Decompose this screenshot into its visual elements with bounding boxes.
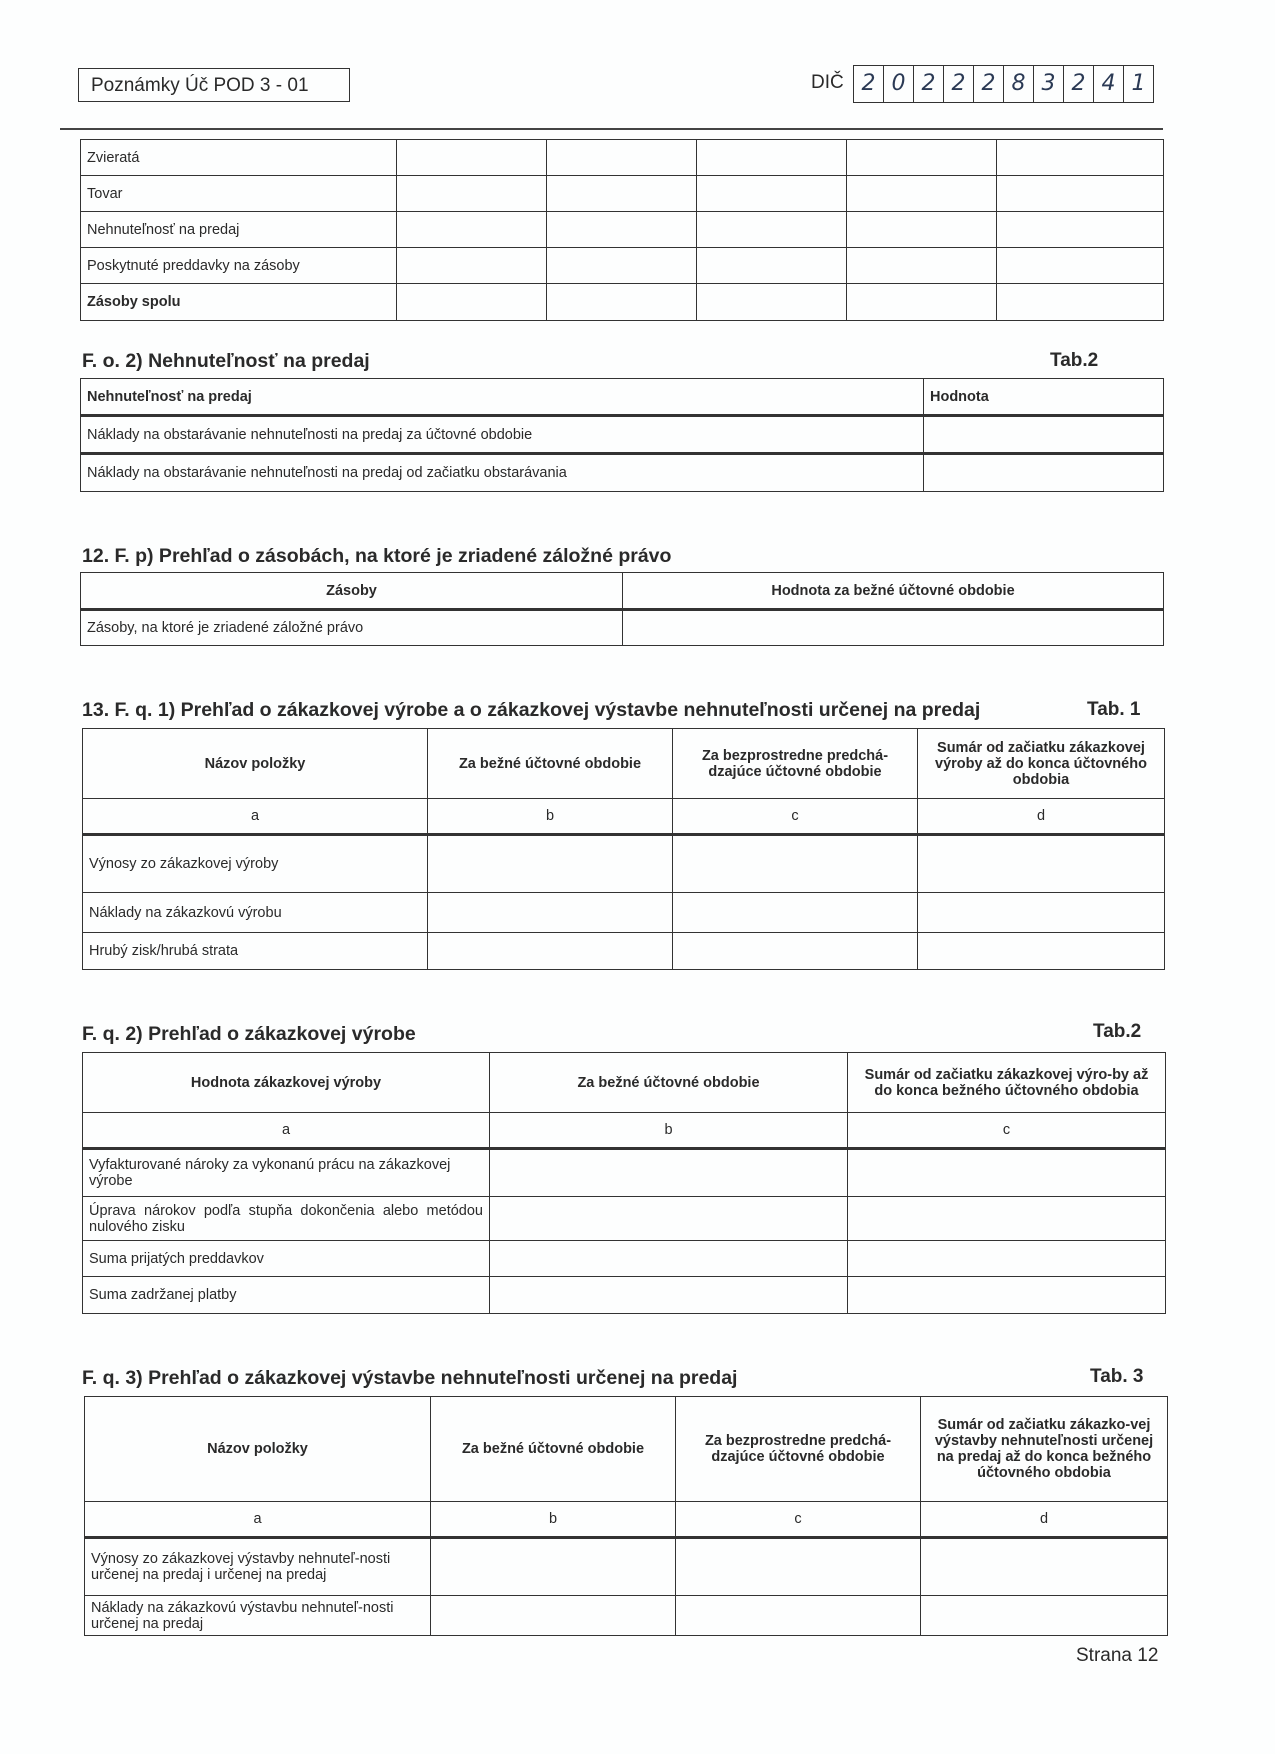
table-row-total <box>81 284 1164 321</box>
row-label: Náklady na zákazkovú výrobu <box>83 893 428 933</box>
dic-digit[interactable]: 2 <box>1064 66 1094 102</box>
header-row <box>83 1053 1166 1113</box>
value-cell[interactable] <box>676 1538 921 1596</box>
dic-digit[interactable]: 3 <box>1034 66 1064 102</box>
column-letter: d <box>918 799 1165 835</box>
value-cell[interactable] <box>428 893 673 933</box>
column-letter: a <box>83 799 428 835</box>
contract-production-value-table <box>82 1052 1166 1314</box>
value-cell[interactable] <box>673 933 918 970</box>
value-cell[interactable] <box>623 610 1164 646</box>
value-cell[interactable] <box>673 893 918 933</box>
value-cell[interactable] <box>848 1197 1166 1241</box>
column-letter: c <box>673 799 918 835</box>
row-label: Náklady na obstarávanie nehnuteľnosti na predaj za účtovné obdobie <box>81 416 924 454</box>
row-label: Zvieratá <box>81 140 397 176</box>
pledged-inventory-table <box>80 572 1164 646</box>
row-label: Tovar <box>81 176 397 212</box>
table-row <box>83 893 1165 933</box>
table-row <box>83 1241 1166 1277</box>
table-row <box>83 1197 1166 1241</box>
column-header: Za bezprostredne predchá-dzajúce účtovné obdobie <box>676 1397 921 1502</box>
header-row <box>83 729 1165 799</box>
value-cell[interactable] <box>428 835 673 893</box>
header-row <box>81 573 1164 610</box>
value-cell[interactable] <box>547 140 697 176</box>
column-letter: b <box>431 1502 676 1538</box>
section-title: 12. F. p) Prehľad o zásobách, na ktoré je zriadené záložné právo <box>82 545 672 567</box>
value-cell[interactable] <box>673 835 918 893</box>
column-letter: a <box>85 1502 431 1538</box>
inventory-table <box>80 139 1164 321</box>
value-cell[interactable] <box>428 933 673 970</box>
column-letter: d <box>921 1502 1168 1538</box>
value-cell[interactable] <box>924 454 1164 492</box>
section-title: 13. F. q. 1) Prehľad o zákazkovej výrobe a o zákazkovej výstavbe nehnuteľnosti určenej na predaj <box>82 699 981 721</box>
row-label: Úprava nárokov podľa stupňa dokončenia alebo metódou nulového zisku <box>83 1197 490 1241</box>
value-cell[interactable] <box>848 1277 1166 1314</box>
tab-label: Tab. 3 <box>1090 1366 1144 1387</box>
row-label: Suma prijatých preddavkov <box>83 1241 490 1277</box>
real-estate-construction-table <box>84 1396 1168 1636</box>
table-row <box>81 176 1164 212</box>
tab-label: Tab. 1 <box>1087 699 1141 720</box>
row-label: Výnosy zo zákazkovej výstavby nehnuteľ-nosti určenej na predaj i určenej na predaj <box>85 1538 431 1596</box>
row-label: Zásoby spolu <box>81 284 397 321</box>
letter-row <box>83 799 1165 835</box>
column-header: Hodnota <box>924 379 1164 416</box>
dic-digit[interactable]: 8 <box>1004 66 1034 102</box>
dic-label: DIČ <box>811 72 844 93</box>
column-letter: b <box>428 799 673 835</box>
column-header: Za bežné účtovné obdobie <box>490 1053 848 1113</box>
dic-field[interactable] <box>853 65 1154 103</box>
column-header: Názov položky <box>85 1397 431 1502</box>
row-label: Výnosy zo zákazkovej výroby <box>83 835 428 893</box>
value-cell[interactable] <box>697 284 847 321</box>
table-row <box>85 1596 1168 1636</box>
value-cell[interactable] <box>547 212 697 248</box>
header-divider <box>60 128 1163 130</box>
value-cell[interactable] <box>847 248 997 284</box>
value-cell[interactable] <box>397 212 547 248</box>
value-cell[interactable] <box>848 1149 1166 1197</box>
tab-label: Tab.2 <box>1093 1021 1142 1042</box>
value-cell[interactable] <box>397 248 547 284</box>
dic-digit[interactable]: 2 <box>974 66 1004 102</box>
table-row <box>81 454 1164 492</box>
value-cell[interactable] <box>924 416 1164 454</box>
contract-production-table <box>82 728 1165 970</box>
table-row <box>85 1538 1168 1596</box>
value-cell[interactable] <box>490 1277 848 1314</box>
column-header: Sumár od začiatku zákazko-vej výstavby nehnuteľnosti určenej na predaj až do konca bežného účtovného obdobia <box>921 1397 1168 1502</box>
value-cell[interactable] <box>848 1241 1166 1277</box>
value-cell[interactable] <box>490 1197 848 1241</box>
value-cell[interactable] <box>431 1596 676 1636</box>
value-cell[interactable] <box>697 176 847 212</box>
column-header: Hodnota zákazkovej výroby <box>83 1053 490 1113</box>
column-header: Za bežné účtovné obdobie <box>431 1397 676 1502</box>
value-cell[interactable] <box>547 248 697 284</box>
column-letter: b <box>490 1113 848 1149</box>
form-title: Poznámky Úč POD 3 - 01 <box>78 68 350 102</box>
row-label: Náklady na zákazkovú výstavbu nehnuteľ-nosti určenej na predaj <box>85 1596 431 1636</box>
value-cell[interactable] <box>490 1241 848 1277</box>
table-row <box>81 416 1164 454</box>
value-cell[interactable] <box>997 248 1164 284</box>
row-label: Suma zadržanej platby <box>83 1277 490 1314</box>
row-label: Nehnuteľnosť na predaj <box>81 212 397 248</box>
row-label: Náklady na obstarávanie nehnuteľnosti na predaj od začiatku obstarávania <box>81 454 924 492</box>
value-cell[interactable] <box>921 1538 1168 1596</box>
dic-digit[interactable]: 4 <box>1094 66 1124 102</box>
value-cell[interactable] <box>697 212 847 248</box>
value-cell[interactable] <box>397 176 547 212</box>
column-header: Zásoby <box>81 573 623 610</box>
value-cell[interactable] <box>431 1538 676 1596</box>
value-cell[interactable] <box>547 284 697 321</box>
column-letter: c <box>676 1502 921 1538</box>
column-letter: a <box>83 1113 490 1149</box>
header-row <box>85 1397 1168 1502</box>
table-row <box>81 212 1164 248</box>
row-label: Hrubý zisk/hrubá strata <box>83 933 428 970</box>
section-title: F. q. 3) Prehľad o zákazkovej výstavbe nehnuteľnosti určenej na predaj <box>82 1367 738 1389</box>
column-header: Sumár od začiatku zákazkovej výro-by až do konca bežného účtovného obdobia <box>848 1053 1166 1113</box>
value-cell[interactable] <box>547 176 697 212</box>
table-row <box>81 140 1164 176</box>
value-cell[interactable] <box>847 140 997 176</box>
real-estate-table <box>80 378 1164 492</box>
table-row <box>81 248 1164 284</box>
row-label: Vyfakturované nároky za vykonanú prácu na zákazkovej výrobe <box>83 1149 490 1197</box>
letter-row <box>83 1113 1166 1149</box>
value-cell[interactable] <box>697 140 847 176</box>
value-cell[interactable] <box>918 893 1165 933</box>
header-row <box>81 379 1164 416</box>
value-cell[interactable] <box>997 176 1164 212</box>
table-row <box>83 933 1165 970</box>
dic-digit[interactable]: 1 <box>1124 66 1154 102</box>
table-row <box>81 610 1164 646</box>
dic-digit[interactable]: 2 <box>854 66 884 102</box>
section-title: F. q. 2) Prehľad o zákazkovej výrobe <box>82 1023 416 1045</box>
column-header: Názov položky <box>83 729 428 799</box>
column-letter: c <box>848 1113 1166 1149</box>
dic-digit[interactable]: 0 <box>884 66 914 102</box>
value-cell[interactable] <box>490 1149 848 1197</box>
value-cell[interactable] <box>918 933 1165 970</box>
value-cell[interactable] <box>676 1596 921 1636</box>
letter-row <box>85 1502 1168 1538</box>
column-header: Za bezprostredne predchá-dzajúce účtovné obdobie <box>673 729 918 799</box>
page-number: Strana 12 <box>1076 1645 1159 1666</box>
table-row <box>83 1149 1166 1197</box>
value-cell[interactable] <box>921 1596 1168 1636</box>
value-cell[interactable] <box>847 212 997 248</box>
value-cell[interactable] <box>997 284 1164 321</box>
column-header: Nehnuteľnosť na predaj <box>81 379 924 416</box>
section-title: F. o. 2) Nehnuteľnosť na predaj <box>82 350 370 372</box>
value-cell[interactable] <box>697 248 847 284</box>
value-cell[interactable] <box>997 212 1164 248</box>
column-header: Sumár od začiatku zákazkovej výroby až do konca účtovného obdobia <box>918 729 1165 799</box>
row-label: Zásoby, na ktoré je zriadené záložné právo <box>81 610 623 646</box>
value-cell[interactable] <box>918 835 1165 893</box>
tab-label: Tab.2 <box>1050 350 1099 371</box>
value-cell[interactable] <box>847 284 997 321</box>
row-label: Poskytnuté preddavky na zásoby <box>81 248 397 284</box>
value-cell[interactable] <box>997 140 1164 176</box>
dic-digit[interactable]: 2 <box>944 66 974 102</box>
value-cell[interactable] <box>397 284 547 321</box>
column-header: Hodnota za bežné účtovné obdobie <box>623 573 1164 610</box>
value-cell[interactable] <box>397 140 547 176</box>
table-row <box>83 835 1165 893</box>
dic-digit[interactable]: 2 <box>914 66 944 102</box>
value-cell[interactable] <box>847 176 997 212</box>
column-header: Za bežné účtovné obdobie <box>428 729 673 799</box>
table-row <box>83 1277 1166 1314</box>
